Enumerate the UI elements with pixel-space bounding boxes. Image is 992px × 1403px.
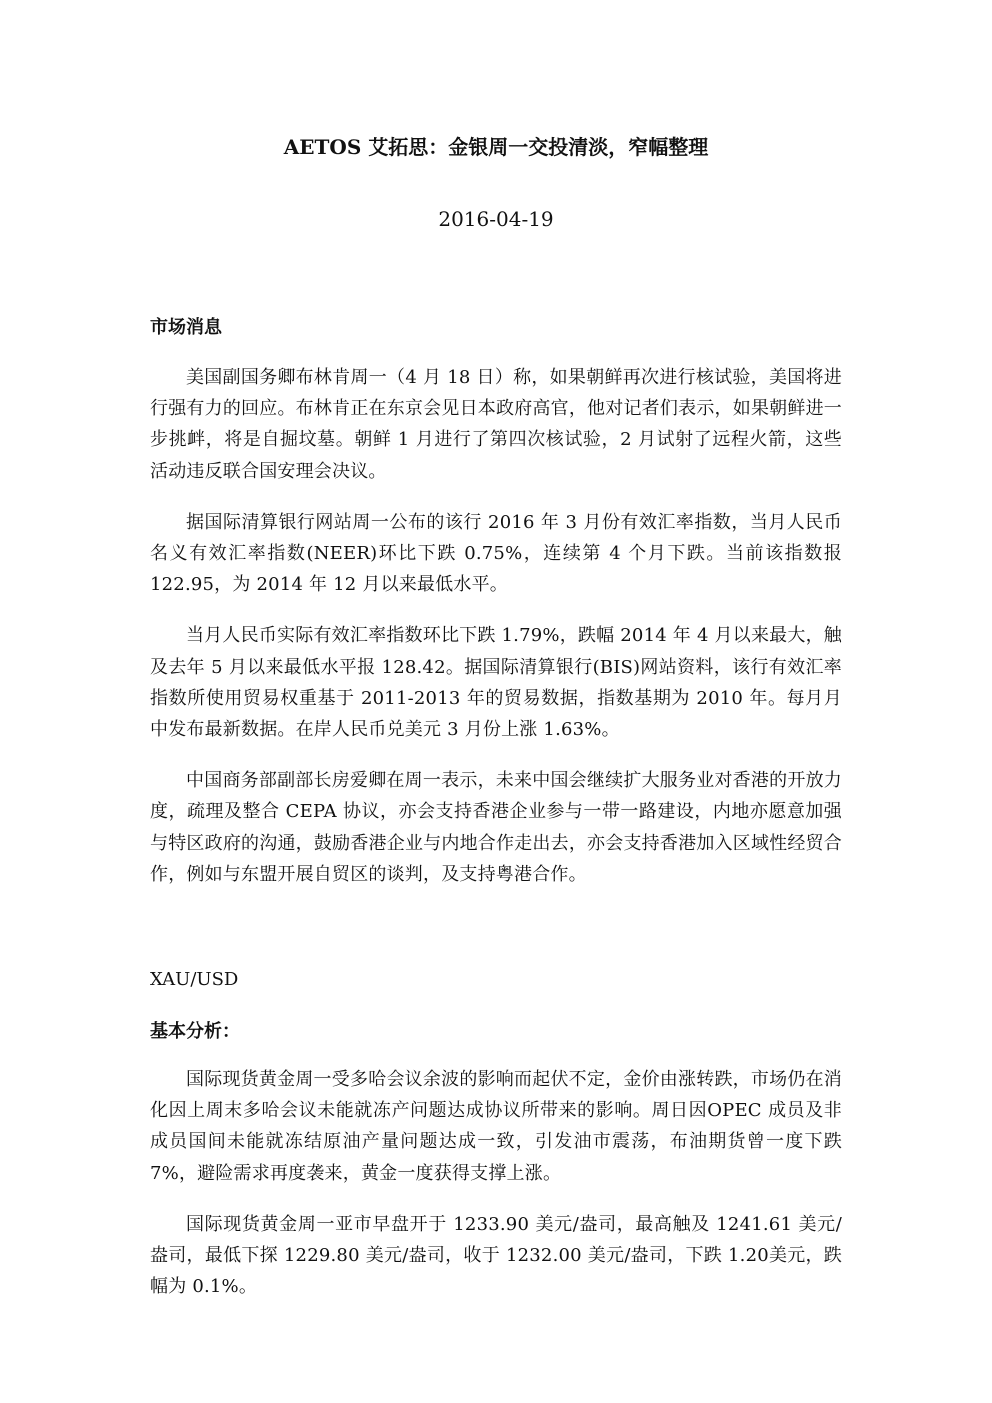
market-news-heading: 市场消息 [150, 317, 222, 338]
fundamental-paragraph-2: 国际现货黄金周一亚市早盘开于 1233.90 美元/盎司，最高触及 1241.61 美元/盎司，最低下探 1229.80 美元/盎司，收于 1232.00 美元/盎司，下跌 1.20美元，跌幅为 0.1%。 [150, 1213, 842, 1298]
market-news-paragraph-2: 据国际清算银行网站周一公布的该行 2016 年 3 月份有效汇率指数，当月人民币名义有效汇率指数(NEER)环比下跌 0.75%，连续第 4 个月下跌。当前该指数报 122.95，为 2014 年 12 月以来最低水平。 [150, 511, 842, 596]
market-news-paragraph-4: 中国商务部副部长房爱卿在周一表示，未来中国会继续扩大服务业对香港的开放力度，疏理及整合 CEPA 协议，亦会支持香港企业参与一带一路建设，内地亦愿意加强与特区政府的沟通，鼓励香港企业与内地合作走出去，亦会支持香港加入区域性经贸合作，例如与东盟开展自贸区的谈判，及支持粤港合作。 [150, 770, 842, 885]
market-news-paragraph-1: 美国副国务卿布林肯周一（4 月 18 日）称，如果朝鲜再次进行核试验，美国将进行强有力的回应。布林肯正在东京会见日本政府高官，他对记者们表示，如果朝鲜进一步挑衅，将是自掘坟墓。朝鲜 1 月进行了第四次核试验，2 月试射了远程火箭，这些活动违反联合国安理会决议。 [150, 367, 842, 482]
fundamental-analysis-heading: 基本分析： [150, 1021, 240, 1043]
xau-usd-symbol: XAU/USD [150, 969, 239, 991]
market-news-paragraph-3: 当月人民币实际有效汇率指数环比下跌 1.79%，跌幅 2014 年 4 月以来最大，触及去年 5 月以来最低水平报 128.42。据国际清算银行(BIS)网站资料，该行有效汇率指数所使用贸易权重基于 2011-2013 年的贸易数据，指数基期为 2010 年。每月月中发布最新数据。在岸人民币兑美元 3 月份上涨 1.63%。 [150, 625, 842, 741]
document-date: 2016-04-19 [438, 207, 554, 231]
fundamental-paragraph-1: 国际现货黄金周一受多哈会议余波的影响而起伏不定，金价由涨转跌，市场仍在消化因上周末多哈会议未能就冻产问题达成协议所带来的影响。周日因OPEC 成员及非成员国间未能就冻结原油产量问题达成一致，引发油市震荡，布油期货曾一度下跌 7%，避险需求再度袭来，黄金一度获得支撑上涨。 [150, 1069, 842, 1184]
document-title: AETOS 艾拓思：金银周一交投清淡，窄幅整理 [283, 135, 709, 159]
